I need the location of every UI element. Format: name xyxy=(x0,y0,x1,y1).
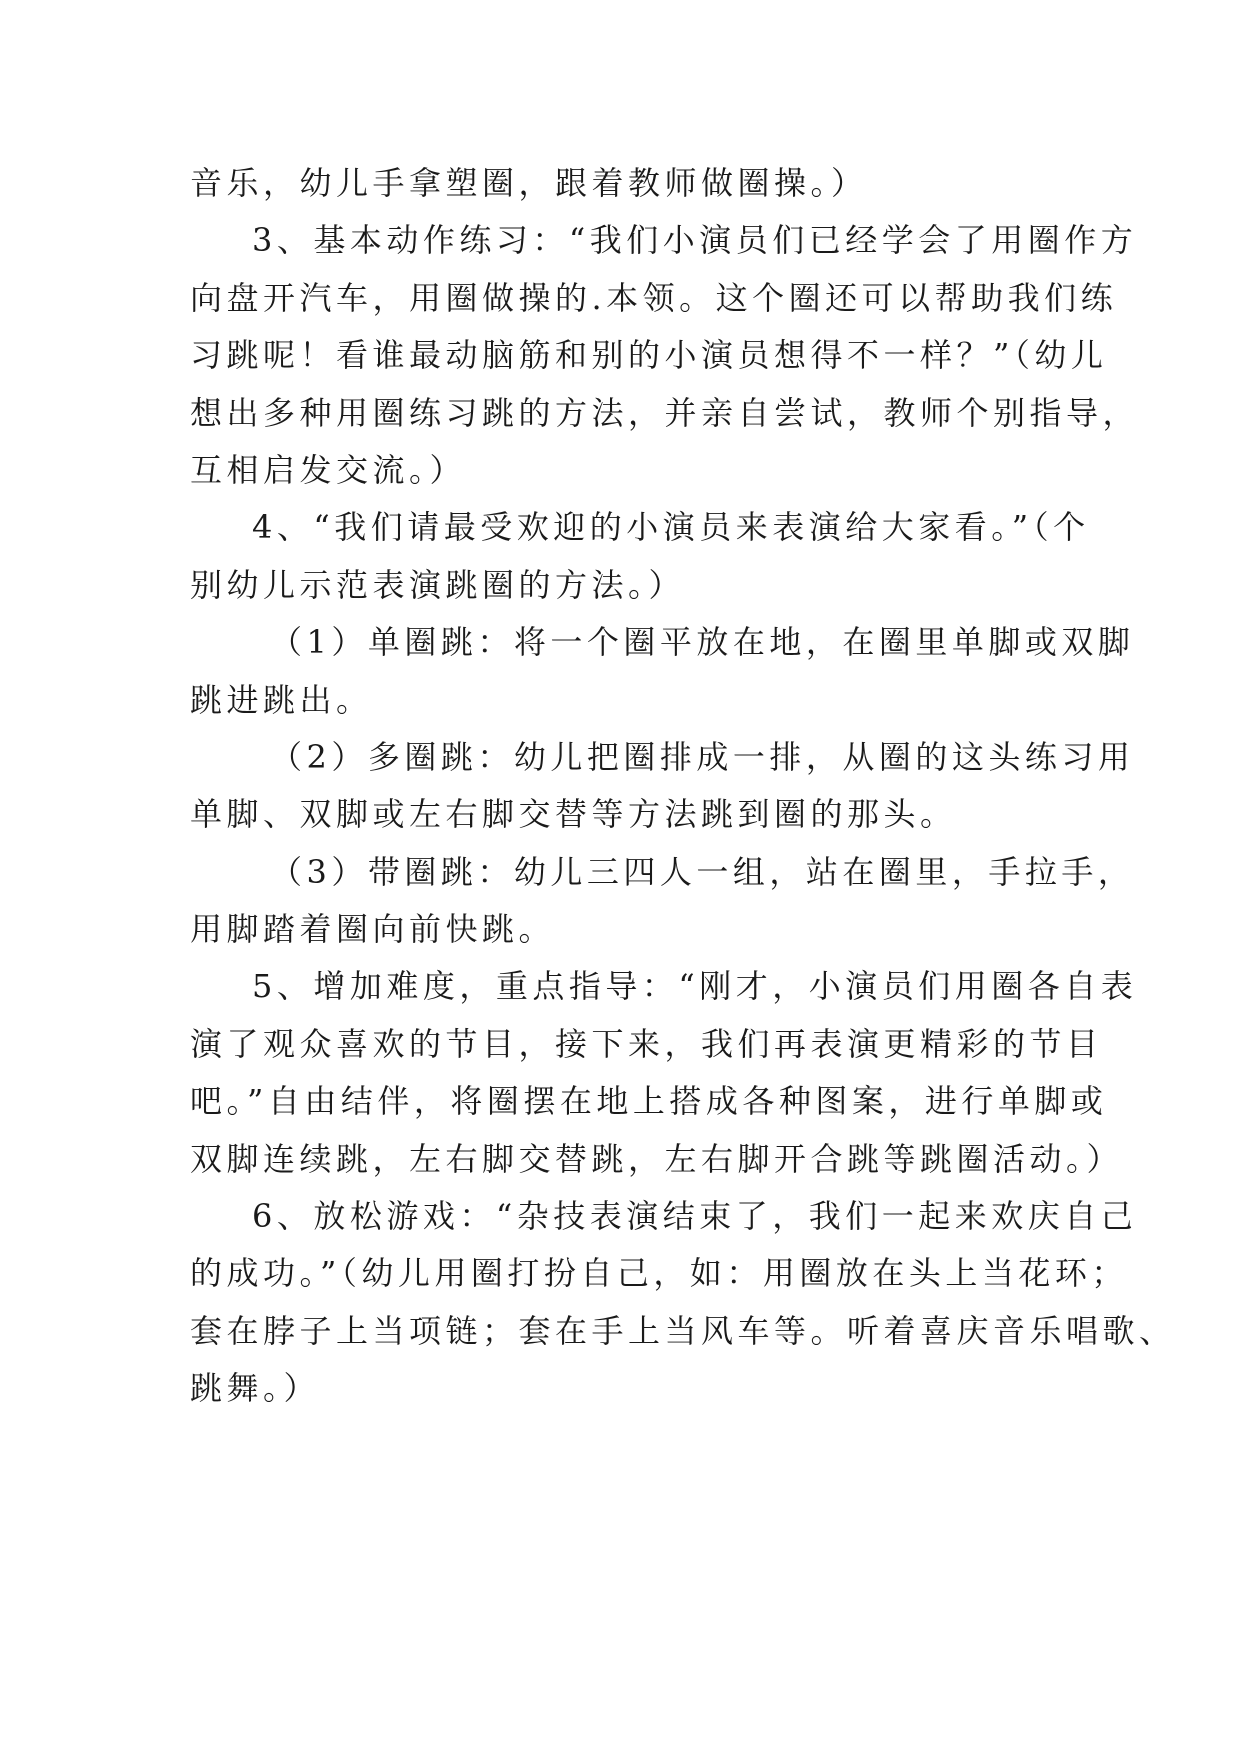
text-line: 向盘开汽车，用圈做操的.本领。这个圈还可以帮助我们练 xyxy=(190,278,1118,317)
text-line: 单脚、双脚或左右脚交替等方法跳到圈的那头。 xyxy=(190,795,957,834)
text-line: 音乐，幼儿手拿塑圈，跟着教师做圈操。） xyxy=(190,164,868,202)
text-line: 习跳呢！看谁最动脑筋和别的小演员想得不一样？”（幼儿 xyxy=(190,336,1108,375)
text-line: （3）带圈跳：幼儿三四人一组，站在圈里，手拉手， xyxy=(270,852,1135,891)
text-line: 跳进跳出。 xyxy=(190,680,373,719)
text-line: 6、放松游戏：“杂技表演结束了，我们一起来欢庆自己 xyxy=(252,1197,1138,1236)
text-line: 5、增加难度，重点指导：“刚才，小演员们用圈各自表 xyxy=(252,967,1138,1006)
text-line: 演了观众喜欢的节目，接下来，我们再表演更精彩的节目 xyxy=(190,1024,1103,1063)
text-line: 套在脖子上当项链；套在手上当风车等。听着喜庆音乐唱歌、 xyxy=(190,1311,1176,1350)
text-line: 双脚连续跳，左右脚交替跳，左右脚开合跳等跳圈活动。） xyxy=(190,1139,1124,1178)
text-line: 3、基本动作练习：“我们小演员们已经学会了用圈作方 xyxy=(252,221,1138,260)
text-line: 的成功。”（幼儿用圈打扮自己，如：用圈放在头上当花环； xyxy=(190,1254,1128,1293)
text-line: 用脚踏着圈向前快跳。 xyxy=(190,910,556,949)
text-line: （1）单圈跳：将一个圈平放在地，在圈里单脚或双脚 xyxy=(270,623,1135,662)
text-line: 互相启发交流。） xyxy=(190,450,467,489)
text-line: 吧。”自由结伴，将圈摆在地上搭成各种图案，进行单脚或 xyxy=(190,1082,1108,1121)
text-line: 想出多种用圈练习跳的方法，并亲自尝试，教师个别指导， xyxy=(190,393,1140,432)
text-line: 跳舞。） xyxy=(190,1369,321,1408)
text-line: 4、“我们请最受欢迎的小演员来表演给大家看。”（个 xyxy=(252,508,1090,547)
document-body xyxy=(190,155,1176,1418)
text-line: 别幼儿示范表演跳圈的方法。） xyxy=(190,565,686,604)
text-line: （2）多圈跳：幼儿把圈排成一排，从圈的这头练习用 xyxy=(270,737,1135,776)
